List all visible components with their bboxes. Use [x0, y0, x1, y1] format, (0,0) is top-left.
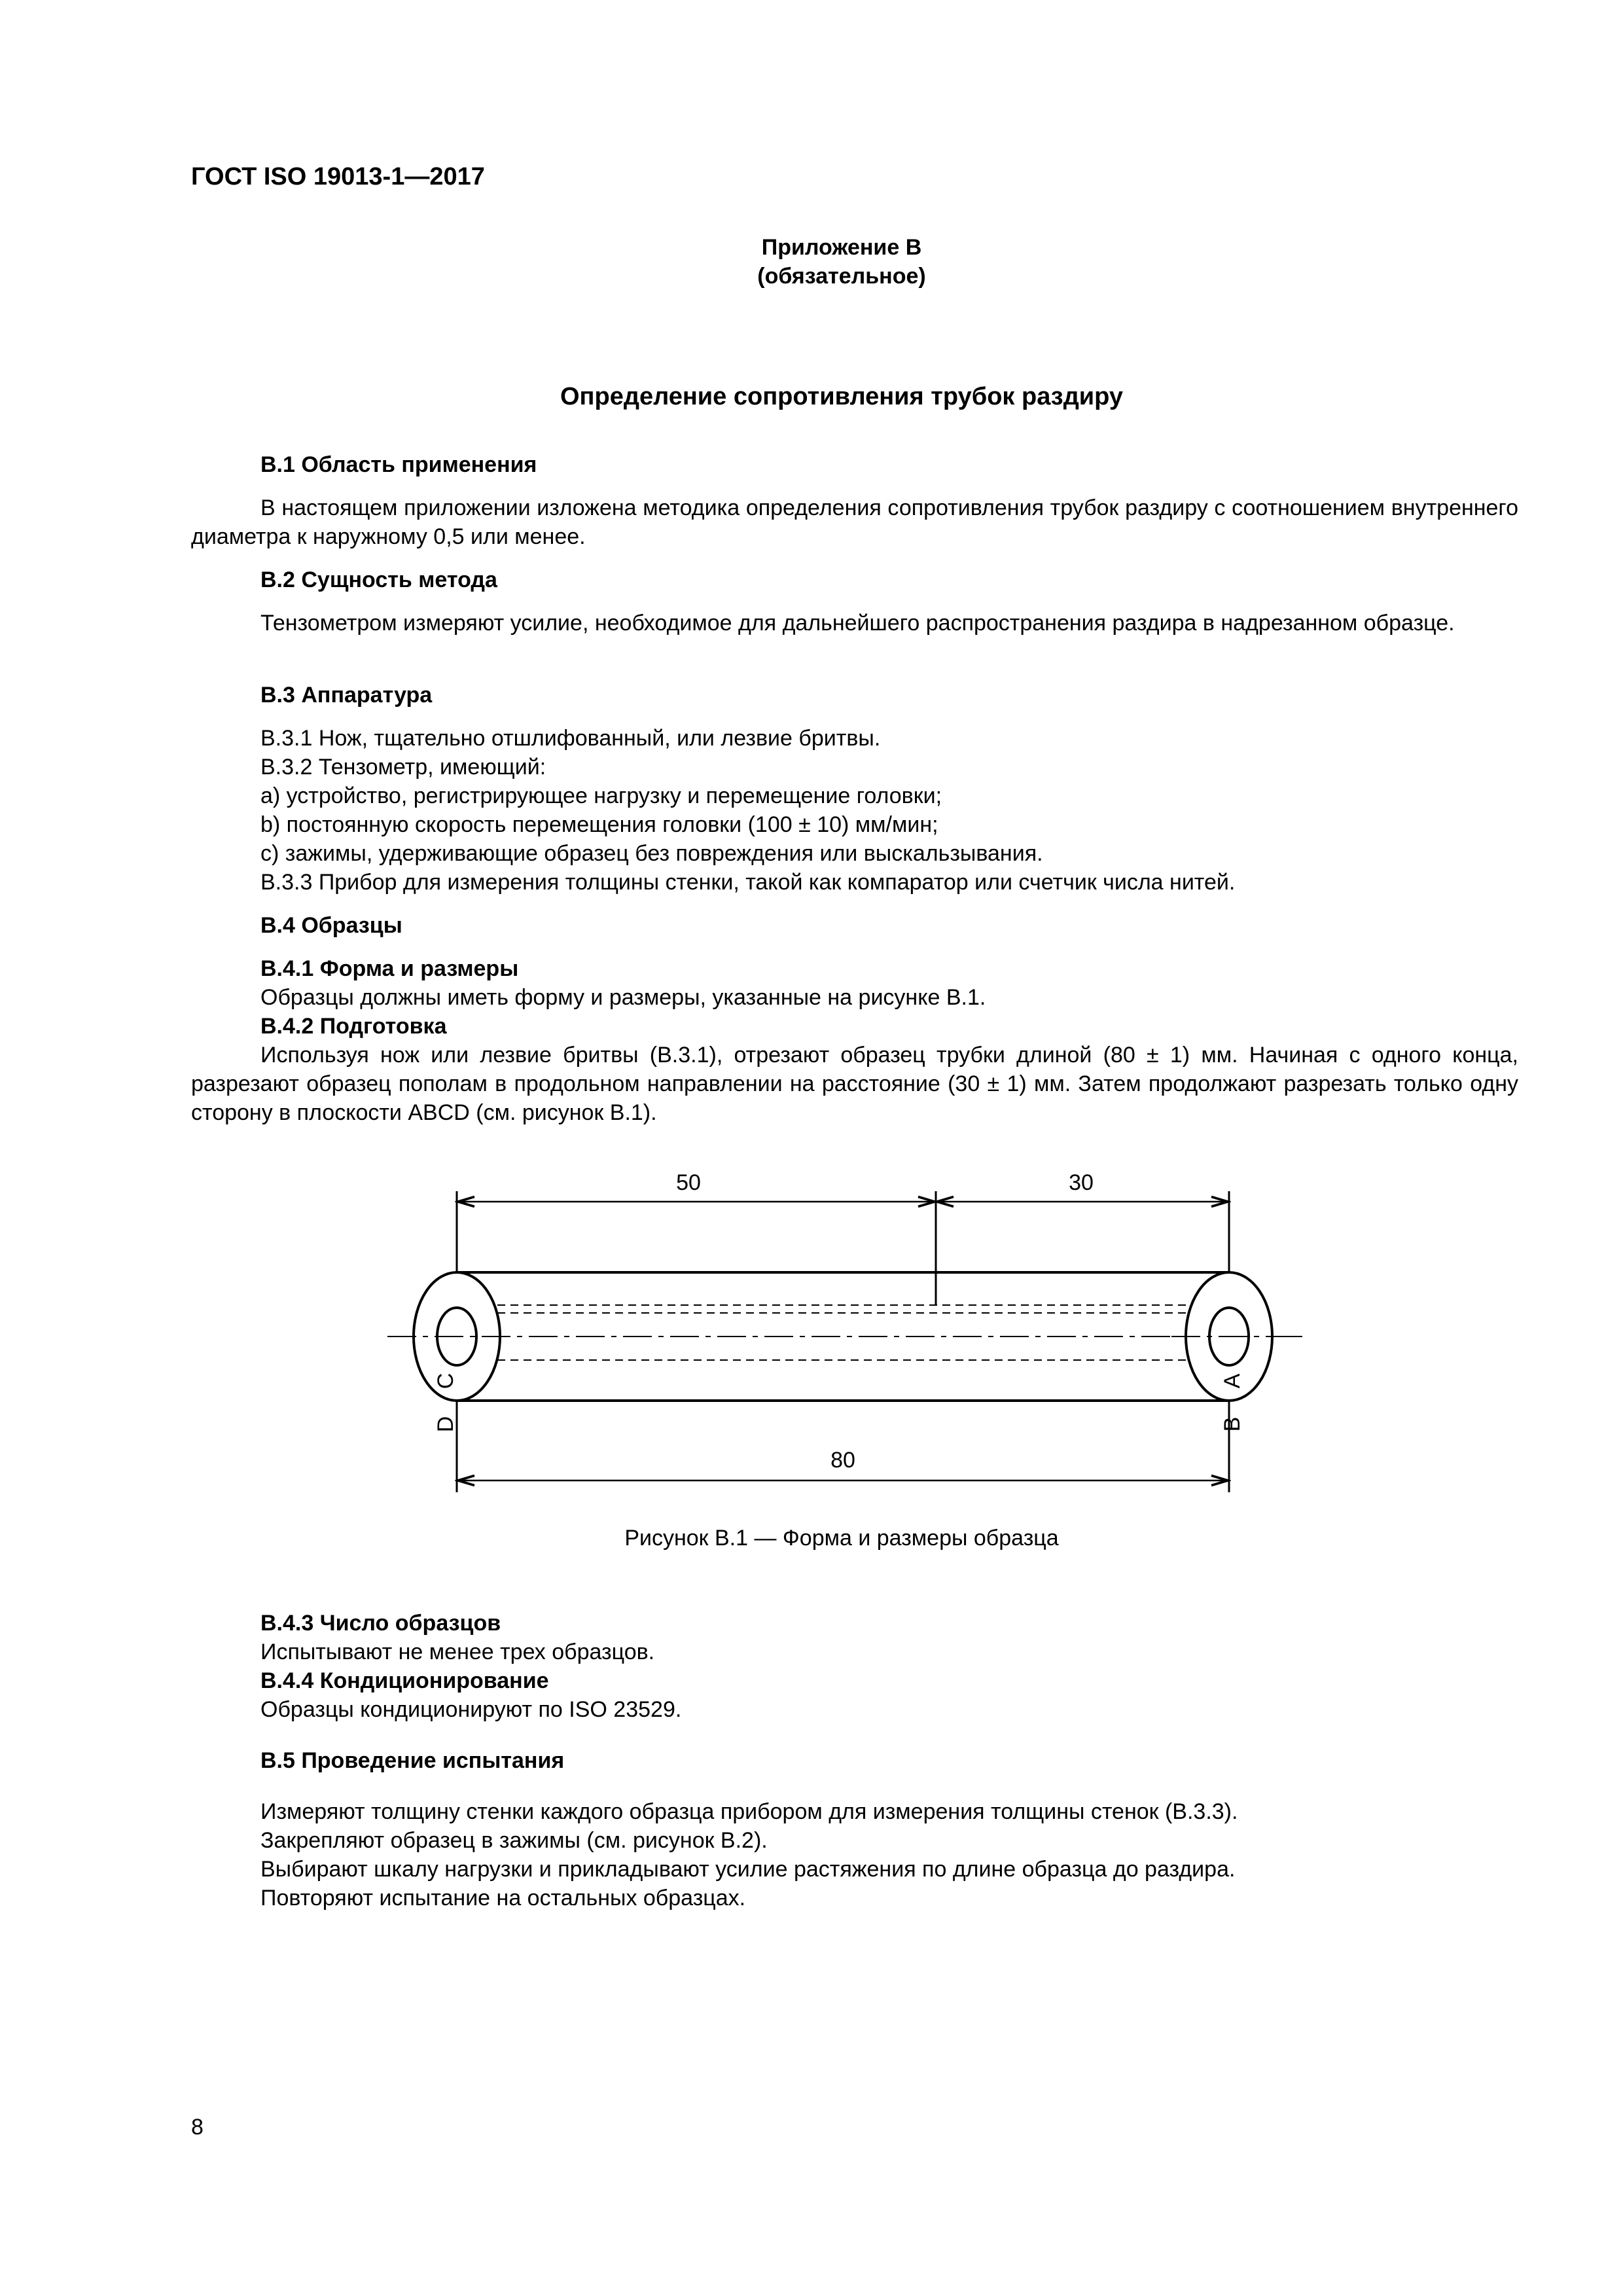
section-b5-line: Выбирают шкалу нагрузки и прикладывают усилие растяжения по длине образца до раздира. — [260, 1857, 1236, 1882]
section-b43-heading: В.4.3 Число образцов — [260, 1611, 501, 1636]
section-b4-heading: В.4 Образцы — [260, 913, 402, 938]
point-label-a: A — [1220, 1373, 1245, 1389]
section-b42-heading: В.4.2 Подготовка — [260, 1014, 447, 1039]
section-b44-text: Образцы кондиционируют по ISO 23529. — [260, 1697, 682, 1722]
section-b44-heading: В.4.4 Кондиционирование — [260, 1668, 549, 1693]
point-label-b: B — [1220, 1416, 1245, 1432]
figure-b1-drawing — [366, 1152, 1322, 1518]
point-label-c: C — [433, 1372, 458, 1390]
appendix-status: (обязательное) — [757, 264, 926, 289]
document-standard-number: ГОСТ ISO 19013-1—2017 — [191, 163, 485, 190]
section-b5-line: Повторяют испытание на остальных образцах. — [260, 1886, 746, 1910]
section-b5-heading: В.5 Проведение испытания — [260, 1748, 565, 1773]
point-label-d: D — [433, 1416, 458, 1433]
dimension-label-30: 30 — [1069, 1170, 1094, 1195]
dimension-label-80: 80 — [830, 1448, 855, 1473]
appendix-label: Приложение В — [761, 235, 922, 260]
section-b2-heading: В.2 Сущность метода — [260, 567, 497, 592]
section-b2-text: Тензометром измеряют усилие, необходимое для дальнейшего распространения раздира в надрезанном образце. — [260, 611, 1455, 636]
section-b1-heading: В.1 Область применения — [260, 452, 537, 477]
section-b5-line: Измеряют толщину стенки каждого образца прибором для измерения толщины стенок (В.3.3). — [260, 1799, 1238, 1824]
section-b5-line: Закрепляют образец в зажимы (см. рисунок В.2). — [260, 1828, 768, 1853]
dimension-label-50: 50 — [676, 1170, 701, 1195]
section-b3-line: В.3.2 Тензометр, имеющий: — [260, 755, 546, 780]
section-b42-text: Используя нож или лезвие бритвы (В.3.1), отрезают образец трубки длиной (80 ± 1) мм. Начиная с одного конца, разрезают образец пополам в продольном направлении на расстояние (30 ± 1) мм. Затем продолжают разрезать только одну сторону в плоскости ABCD (см. рисунок В.1). — [191, 1043, 1518, 1125]
section-b3-heading: В.3 Аппаратура — [260, 683, 433, 708]
section-b3-line: В.3.3 Прибор для измерения толщины стенки, такой как компаратор или счетчик числа нитей. — [260, 870, 1236, 895]
appendix-title: Определение сопротивления трубок раздиру — [560, 383, 1124, 410]
figure-b1-caption: Рисунок В.1 — Форма и размеры образца — [624, 1526, 1059, 1551]
section-b3-line: c) зажимы, удерживающие образец без повреждения или выскальзывания. — [260, 841, 1043, 866]
section-b1-text: В настоящем приложении изложена методика определения сопротивления трубок раздиру с соотношением внутреннего диаметра к наружному 0,5 или менее. — [191, 495, 1518, 549]
section-b43-text: Испытывают не менее трех образцов. — [260, 1640, 655, 1664]
section-b3-line: В.3.1 Нож, тщательно отшлифованный, или лезвие бритвы. — [260, 726, 881, 751]
section-b3-line: b) постоянную скорость перемещения головки (100 ± 10) мм/мин; — [260, 812, 938, 837]
section-b3-line: a) устройство, регистрирующее нагрузку и перемещение головки; — [260, 783, 942, 808]
section-b41-text: Образцы должны иметь форму и размеры, указанные на рисунке В.1. — [260, 985, 986, 1010]
section-b41-heading: В.4.1 Форма и размеры — [260, 956, 519, 981]
page-number: 8 — [191, 2115, 204, 2140]
